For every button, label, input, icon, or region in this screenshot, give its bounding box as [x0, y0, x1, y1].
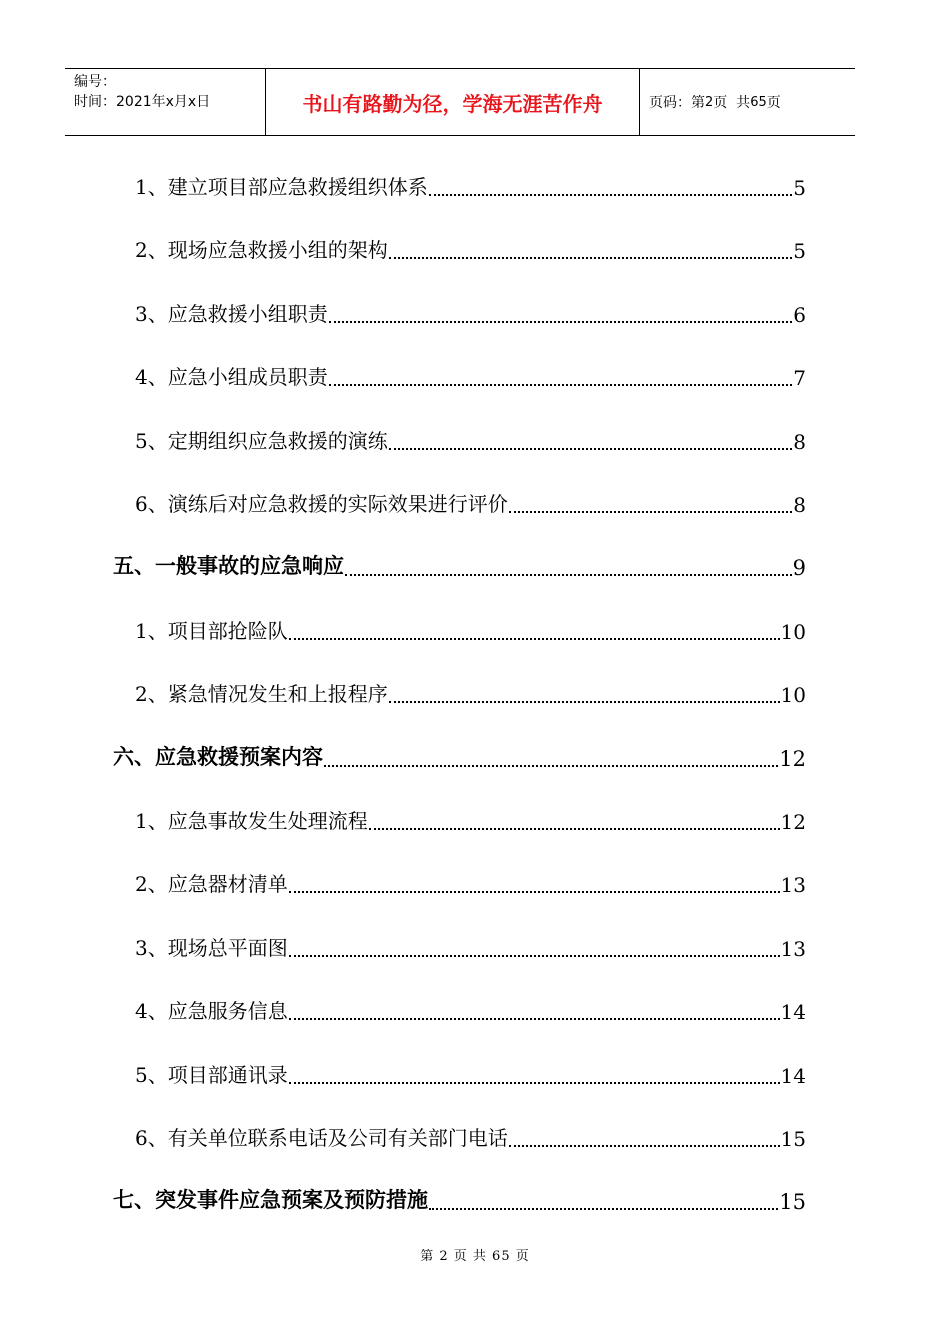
- toc-dot-leader: [324, 764, 778, 767]
- toc-entry-page: 7: [793, 366, 806, 390]
- toc-section-entry[interactable]: [135, 170, 806, 200]
- toc-dot-leader: [289, 954, 780, 957]
- toc-section-entry[interactable]: [135, 867, 806, 897]
- toc-section-entry[interactable]: [135, 804, 806, 834]
- toc-dot-leader: [389, 447, 793, 450]
- toc-chapter-entry[interactable]: [113, 550, 806, 580]
- toc-dot-leader: [369, 827, 780, 830]
- toc-dot-leader: [429, 193, 793, 196]
- toc-entry-page: 9: [792, 556, 806, 580]
- toc-entry-title: 1、建立项目部应急救援组织体系: [135, 175, 428, 199]
- toc-dot-leader: [429, 1207, 778, 1210]
- toc-section-entry[interactable]: [135, 1121, 806, 1151]
- toc-section-entry[interactable]: [135, 233, 806, 263]
- toc-section-entry[interactable]: [135, 487, 806, 517]
- toc-entry-title: 1、项目部抢险队: [135, 619, 288, 643]
- toc-entry-title: 六、应急救援预案内容: [113, 745, 323, 769]
- toc-entry-title: 5、项目部通讯录: [135, 1063, 288, 1087]
- toc-section-entry[interactable]: [135, 360, 806, 390]
- toc-entry-title: 五、一般事故的应急响应: [113, 554, 344, 578]
- header-motto: 书山有路勤为径，学海无涯苦作舟: [266, 69, 640, 135]
- toc-dot-leader: [389, 700, 780, 703]
- toc-entry-page: 14: [780, 1064, 806, 1088]
- toc-entry-title: 6、有关单位联系电话及公司有关部门电话: [135, 1126, 508, 1150]
- page-footer: 第 2 页 共 65 页: [420, 1249, 530, 1264]
- toc-entry-page: 8: [793, 430, 806, 454]
- toc-entry-page: 5: [793, 239, 806, 263]
- toc-entry-title: 3、现场总平面图: [135, 936, 288, 960]
- header-page-number: [640, 69, 855, 135]
- toc-entry-page: 10: [780, 620, 806, 644]
- toc-section-entry[interactable]: [135, 677, 806, 707]
- toc-entry-page: 13: [780, 937, 806, 961]
- toc-entry-title: 4、应急服务信息: [135, 999, 288, 1023]
- toc-dot-leader: [289, 637, 780, 640]
- toc-entry-title: 4、应急小组成员职责: [135, 365, 328, 389]
- page-header: [65, 68, 855, 136]
- toc-entry-page: 15: [780, 1127, 806, 1151]
- page-suffix: 页: [766, 95, 781, 111]
- toc-entry-page: 5: [793, 176, 806, 200]
- page-total: 65: [750, 94, 767, 110]
- toc-dot-leader: [289, 1017, 780, 1020]
- toc-entry-title: 七、突发事件应急预案及预防措施: [113, 1188, 428, 1212]
- header-info: [65, 69, 266, 135]
- toc-dot-leader: [329, 383, 793, 386]
- page-current: 2: [705, 94, 714, 110]
- toc-dot-leader: [289, 1081, 780, 1084]
- toc-entry-title: 5、定期组织应急救援的演练: [135, 429, 388, 453]
- toc-entry-page: 14: [780, 1000, 806, 1024]
- toc-dot-leader: [345, 573, 792, 576]
- page-prefix: 页码：第: [649, 95, 705, 111]
- toc-dot-leader: [509, 1144, 780, 1147]
- toc-entry-page: 8: [793, 493, 806, 517]
- toc-section-entry[interactable]: [135, 1058, 806, 1088]
- toc-section-entry[interactable]: [135, 994, 806, 1024]
- toc-chapter-entry[interactable]: [113, 741, 806, 771]
- code-label: 编号：: [74, 74, 116, 90]
- time-label: 时间：2021年x月x日: [74, 94, 211, 110]
- toc-dot-leader: [389, 256, 793, 259]
- toc-entry-page: 12: [780, 810, 806, 834]
- toc-entry-page: 15: [779, 1190, 806, 1214]
- toc-dot-leader: [509, 510, 793, 513]
- toc-entry-title: 2、紧急情况发生和上报程序: [135, 682, 388, 706]
- toc-section-entry[interactable]: [135, 424, 806, 454]
- toc-entry-page: 6: [793, 303, 806, 327]
- toc-section-entry[interactable]: [135, 931, 806, 961]
- toc-entry-page: 12: [779, 747, 806, 771]
- toc-dot-leader: [329, 320, 793, 323]
- toc-entry-title: 2、现场应急救援小组的架构: [135, 238, 388, 262]
- toc-section-entry[interactable]: [135, 297, 806, 327]
- toc-entry-title: 3、应急救援小组职责: [135, 302, 328, 326]
- toc-entry-title: 2、应急器材清单: [135, 872, 288, 896]
- toc-section-entry[interactable]: [135, 614, 806, 644]
- toc-entry-page: 10: [780, 683, 806, 707]
- toc-entry-title: 6、演练后对应急救援的实际效果进行评价: [135, 492, 508, 516]
- page-mid: 页 共: [713, 95, 751, 111]
- toc-entry-page: 13: [780, 873, 806, 897]
- toc-entry-title: 1、应急事故发生处理流程: [135, 809, 368, 833]
- toc-dot-leader: [289, 890, 780, 893]
- toc-chapter-entry[interactable]: [113, 1184, 806, 1214]
